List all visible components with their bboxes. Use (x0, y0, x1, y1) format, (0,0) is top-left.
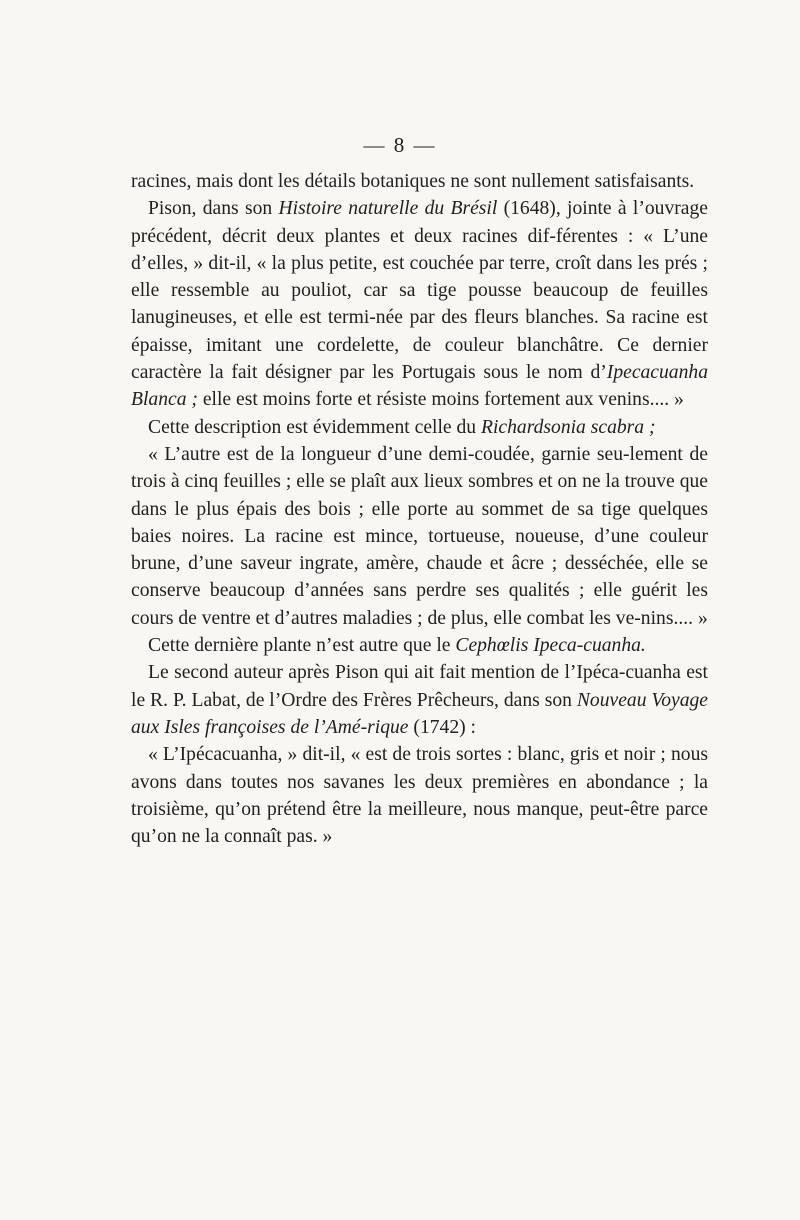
text-run: Cette description est évidemment celle du (148, 416, 481, 438)
body-text (131, 168, 708, 850)
paragraph (131, 659, 708, 741)
paragraph (131, 741, 708, 850)
paragraph (131, 441, 708, 632)
text-run: « L’autre est de la longueur d’une demi-coudée, garnie seu-lement de trois à cinq feuilles ; elle se plaît aux lieux sombres et on ne la trouve que dans le plus épais des bois ; elle porte au sommet de sa tige quelques baies noires. La racine est mince, tortueuse, noueuse, d’une couleur brune, d’une saveur ingrate, amère, chaude et âcre ; desséchée, elle se conserve beaucoup d’années sans perdre ses qualités ; elle guérit les cours de ventre et d’autres maladies ; de plus, elle combat les ve-nins.... » (131, 443, 708, 629)
text-run: racines, mais dont les détails botaniques ne sont nullement satisfaisants. (131, 171, 695, 192)
paragraph (131, 632, 708, 659)
italic-text: Histoire naturelle du Brésil (278, 198, 498, 220)
paragraph (131, 195, 708, 413)
italic-text: Nouveau Voyage aux Isles françoises de l’Amé-rique (131, 689, 708, 738)
text-run: Cette dernière plante n’est autre que le (148, 635, 456, 657)
text-run: (1648), jointe à l’ouvrage précédent, décrit deux plantes et deux racines dif-férentes : « L’une d’elles, » dit-il, « la plus petite, est couchée par terre, croît dans les prés ; elle ressemble au pouliot, car sa tige pousse beaucoup de feuilles lanugineuses, et elle est termi-née par des fleurs blanches. Sa racine est épaisse, imitant une cordelette, de couleur blanchâtre. Ce dernier caractère la fait désigner par les Portugais sous le nom d’ (131, 198, 708, 384)
italic-text: Ipecacuanha Blanca ; (131, 362, 708, 411)
italic-text: Cephœlis Ipeca-cuanha. (455, 635, 646, 657)
page-number: — 8 — (363, 133, 437, 157)
italic-text: Richardsonia scabra ; (481, 416, 656, 438)
paragraph (131, 168, 708, 195)
text-run: Le second auteur après Pison qui ait fait mention de l’Ipéca-cuanha est le R. P. Labat, de l’Ordre des Frères Prêcheurs, dans son (131, 662, 708, 711)
paragraph (131, 414, 708, 441)
text-run: « L’Ipécacuanha, » dit-il, « est de trois sortes : blanc, gris et noir ; nous avons dans toutes nos savanes les deux premières en abondance ; la troisième, qu’on prétend être la meilleure, nous manque, peut-être parce qu’on ne la connaît pas. » (131, 744, 708, 848)
text-run: elle est moins forte et résiste moins fortement aux venins.... » (197, 389, 684, 411)
text-run: (1742) : (408, 716, 476, 738)
text-run: Pison, dans son (148, 198, 279, 220)
